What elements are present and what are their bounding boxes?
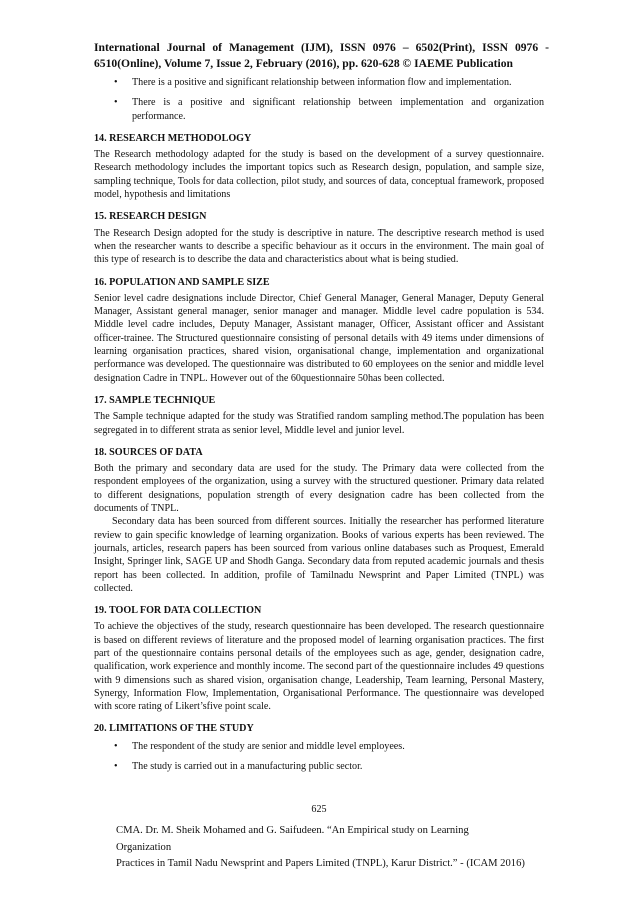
section-heading-population-sample-size: 16. POPULATION AND SAMPLE SIZE xyxy=(94,276,270,288)
list-item xyxy=(94,740,544,753)
limitations-bullet-list xyxy=(94,740,544,774)
section-heading-research-design: 15. RESEARCH DESIGN xyxy=(94,211,207,223)
paragraph-research-methodology: The Research methodology adapted for the study is based on the development of a survey questionnaire. Research methodology includes the important topics such as Research design, population, and sample size, sampling technique, Tools for data collection, pilot study, and sources of data, conceptual framework, proposed model, hypothesis and limitations xyxy=(94,149,544,201)
bullet-icon: • xyxy=(114,97,118,109)
journal-header xyxy=(94,40,549,72)
bullet-icon: • xyxy=(114,77,118,88)
section-heading-sources-of-data: 18. SOURCES OF DATA xyxy=(94,446,203,458)
paragraph-tool-for-data-collection: To achieve the objectives of the study, research questionnaire has been developed. The research questionnaire is based on different reviews of literature and the proposed model of learning organisation practices. The first part of the questionnaire contains personal details of the employees such as age, gender, designation cadre, qualification, work experience and monthly income. The second part of the questionnaire includes 49 questions with 9 dimensions such as shared vision, organisation change, Leadership, Team learning, Personal Mastery, Synergy, Information Flow, Implementation, Organisational Performance. The questionnaire was developed with score rating of Likert’sfive point scale. xyxy=(94,621,544,713)
citation-line-1: CMA. Dr. M. Sheik Mohamed and G. Saifudeen. “An Empirical study on Learning Organization xyxy=(116,825,469,853)
bullet-icon: • xyxy=(114,740,118,752)
paragraph-primary-data: Both the primary and secondary data are used for the study. The Primary data were collected from the respondent employees of the organization, using a survey with the structured questioner. Primary data related to different designations, population strength of every designation cadre has been collected from the documents of TNPL. xyxy=(94,463,544,515)
list-item xyxy=(94,760,544,773)
list-item xyxy=(94,96,544,123)
bullet-text: The respondent of the study are senior and middle level employees. xyxy=(132,740,405,752)
list-item xyxy=(94,76,544,89)
hypothesis-bullet-list xyxy=(94,76,544,123)
section-heading-research-methodology: 14. RESEARCH METHODOLOGY xyxy=(94,132,252,144)
bullet-text: There is a positive and significant relationship between implementation and organization performance. xyxy=(132,97,544,122)
page-number: 625 xyxy=(311,804,327,815)
section-heading-limitations: 20. LIMITATIONS OF THE STUDY xyxy=(94,723,254,735)
article-body xyxy=(94,76,544,780)
bullet-text: The study is carried out in a manufacturing public sector. xyxy=(132,761,363,773)
section-heading-tool-for-data-collection: 19. TOOL FOR DATA COLLECTION xyxy=(94,605,262,617)
journal-header-line-1: International Journal of Management (IJM), ISSN 0976 – 6502(Print), ISSN 0976 - xyxy=(94,41,549,54)
section-heading-sample-technique: 17. SAMPLE TECHNIQUE xyxy=(94,394,216,406)
citation-footer xyxy=(116,823,526,873)
paragraph-sample-technique: The Sample technique adapted for the study was Stratified random sampling method.The population has been segregated in to different strata as senior level, Middle level and junior level. xyxy=(94,411,544,436)
citation-line-2: Practices in Tamil Nadu Newsprint and Papers Limited (TNPL), Karur District.” - (ICAM 2016) xyxy=(116,858,525,869)
bullet-icon: • xyxy=(114,761,118,773)
journal-header-line-2: 6510(Online), Volume 7, Issue 2, February (2016), pp. 620-628 © IAEME Publication xyxy=(94,57,513,70)
paragraph-secondary-data: Secondary data has been sourced from different sources. Initially the researcher has performed literature review to gain specific knowledge of learning organization. Books of various experts has been reviewed. The journals, articles, research papers has been sourced from various online databases such as Proquest, Emerald Insight, Springer link, SAGE UP and Shodh Ganga. Secondary data from reputed academic journals and thesis report has been collected. In addition, profile of Tamilnadu Newsprint and Paper Limited (TNPL) was collected. xyxy=(94,516,544,594)
bullet-text: There is a positive and significant relationship between information flow and implementation. xyxy=(132,77,512,88)
paragraph-population-sample-size: Senior level cadre designations include Director, Chief General Manager, General Manager, Deputy General Manager, Assistant general manager, senior manager and manager. Middle level cadre population is 534. Middle level cadre includes, Deputy Manager, Assistant manager, Officer, Assistant officer and Assistant officer-trainee. The Structured questionnaire consisting of personal details with 49 items under dimensions of learning organisation practices, shared vision, organisational change, implementation and organizational performance was developed. The questionnaire was distributed to 60 employees on the senior and middle level designation Cadre in TNPL. However out of the 60questionnaire 50has been collected. xyxy=(94,292,544,384)
paragraph-research-design: The Research Design adopted for the study is descriptive in nature. The descriptive research method is used when the researcher wants to describe a specific behaviour as it occurs in the environment. The main goal of this type of research is to describe the data and characteristics about what is being studied. xyxy=(94,227,544,266)
